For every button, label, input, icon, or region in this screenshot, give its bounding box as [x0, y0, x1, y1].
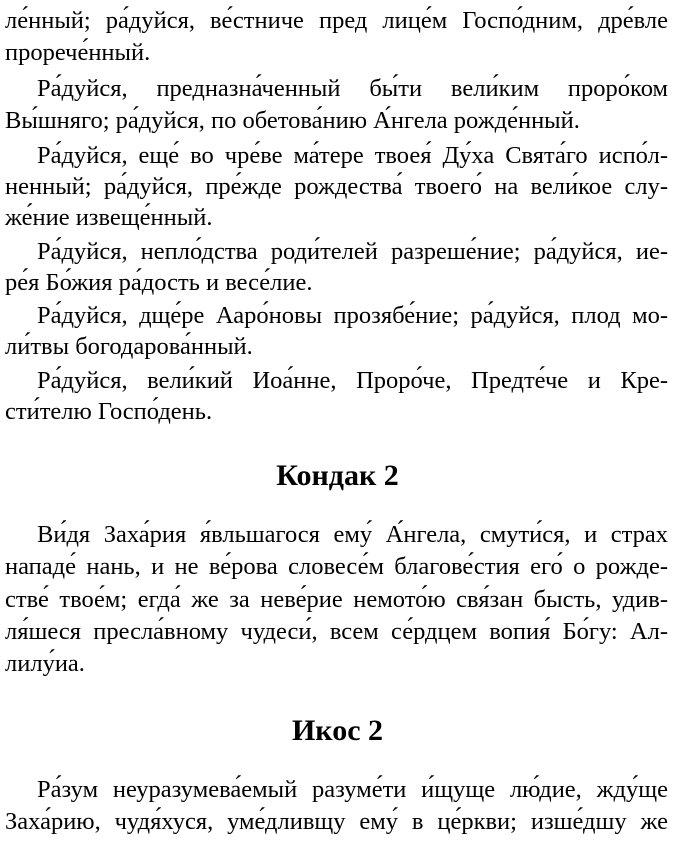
- text-line: Ви́дя Заха́рия я́вльшагося ему́ А́нгела, смути́ся, и страх: [37, 521, 668, 548]
- text-line: ля́шеся пресла́вному чудеси́, всем се́рдцем вопия́ Бо́гу: Ал-: [5, 618, 668, 645]
- text-line: нападе́ нань, и не ве́рова словесе́м благове́стия его́ о рожде-: [5, 553, 668, 580]
- text-line: Ра́дуйся, вели́кий Иоа́нне, Проро́че, Предте́че и Кре-: [37, 367, 668, 394]
- text-line: Ра́дуйся, дще́ре Ааро́новы прозябе́ние; ра́дуйся, плод мо-: [37, 302, 668, 329]
- text-line: ре́я Бо́жия ра́дость и весе́лие.: [5, 269, 313, 296]
- text-line: стве́ твое́м; егда́ же за неве́рие немото́ю свя́зан бысть, удив-: [5, 586, 668, 613]
- text-line: Ра́дуйся, непло́дства роди́телей разреше́ние; ра́дуйся, ие-: [37, 238, 668, 265]
- section-title-ikos-2: Икос 2: [291, 714, 384, 747]
- text-line: Ра́дуйся, предназна́ченный бы́ти вели́ким проро́ком: [37, 75, 668, 102]
- text-line: прорече́нный.: [5, 39, 151, 66]
- text-line: ненный; ра́дуйся, пре́жде рождества́ твоего́ на вели́кое слу-: [5, 173, 668, 200]
- text-line: Ра́дуйся, еще́ во чре́ве ма́тере твоея́ Ду́ха Свята́го испо́л-: [37, 142, 668, 169]
- text-line: ли́твы богодарова́нный.: [5, 333, 253, 360]
- section-title-kondak-2: Кондак 2: [276, 459, 399, 492]
- text-line: ле́нный; ра́дуйся, ве́стниче пред лице́м Госпо́дним, дре́вле: [5, 7, 668, 34]
- text-line: Вы́шняго; ра́дуйся, по обетова́нию А́нгела рожде́нный.: [5, 107, 580, 134]
- text-line: же́ние извеще́нный.: [5, 204, 213, 231]
- text-line: сти́телю Госпо́день.: [5, 398, 213, 425]
- text-line: лилу́иа.: [5, 650, 85, 677]
- text-line: Ра́зум неуразумева́емый разуме́ти и́щуще лю́дие, жду́ще: [37, 776, 668, 803]
- text-line: Заха́рию, чудя́хуся, уме́дливщу ему́ в це́ркви; изше́дшу же: [5, 808, 668, 835]
